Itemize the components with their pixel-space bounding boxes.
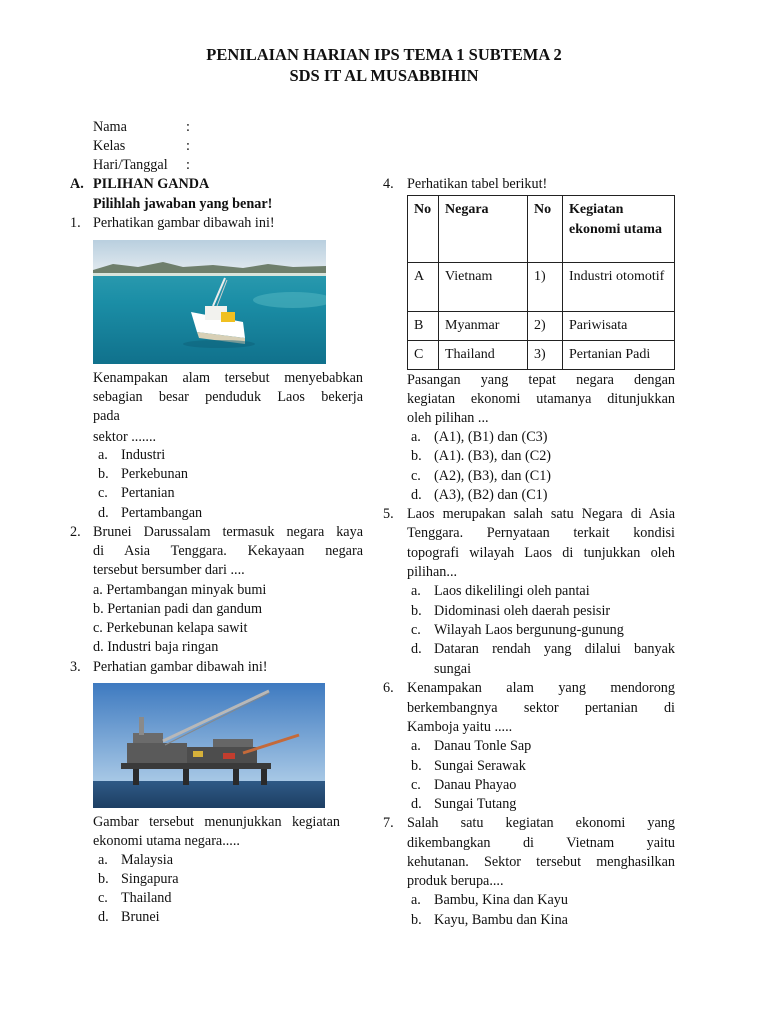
q2-line-3: tersebut bersumber dari .... — [93, 562, 245, 578]
q1-option-a-letter: a. — [98, 447, 108, 463]
table-head-kegiatan: Kegiatan ekonomi utama — [563, 196, 675, 263]
q3-option-c: Thailand — [121, 890, 172, 906]
q6-option-c: Danau Phayao — [434, 777, 517, 793]
q1-option-c: Pertanian — [121, 485, 175, 501]
q7-number: 7. — [383, 815, 394, 831]
q7-line-4: produk berupa.... — [407, 873, 504, 889]
section-title: PILIHAN GANDA — [93, 176, 210, 192]
q3-option-d: Brunei — [121, 909, 160, 925]
q4-option-c: (A2), (B3), dan (C1) — [434, 468, 552, 484]
section-letter: A. — [70, 176, 84, 192]
q5-number: 5. — [383, 506, 394, 522]
q7-option-b-letter: b. — [411, 912, 422, 928]
q3-after-line-2: ekonomi utama negara..... — [93, 833, 240, 849]
kelas-label: Kelas — [93, 138, 126, 154]
q5-option-a: Laos dikelilingi oleh pantai — [434, 583, 590, 599]
table-cell: Pertanian Padi — [563, 341, 675, 370]
q3-number: 3. — [70, 659, 81, 675]
table-cell: 2) — [528, 312, 563, 341]
table-header-row — [408, 196, 675, 263]
q1-option-d-letter: d. — [98, 505, 109, 521]
table-cell: B — [408, 312, 439, 341]
nama-label: Nama — [93, 119, 127, 135]
identity-block — [93, 118, 190, 175]
table-head-negara: Negara — [439, 196, 528, 263]
q5-option-c-letter: c. — [411, 622, 421, 638]
q1-option-a: Industri — [121, 447, 166, 463]
q1-photo-ship — [93, 240, 326, 364]
section-instruction: Pilihlah jawaban yang benar! — [93, 196, 273, 212]
table-cell: 3) — [528, 341, 563, 370]
q1-after-line-2: sebagian besar penduduk Laos bekerja — [93, 389, 363, 405]
title-line-2: SDS IT AL MUSABBIHIN — [289, 66, 479, 85]
table-cell: A — [408, 263, 439, 312]
q4-number: 4. — [383, 176, 394, 192]
q7-option-b: Kayu, Bambu dan Kina — [434, 912, 568, 928]
q1-after-line-1: Kenampakan alam tersebut menyebabkan — [93, 370, 363, 386]
page-title — [0, 44, 768, 86]
q3-option-b: Singapura — [121, 871, 179, 887]
q6-option-d: Sungai Tutang — [434, 796, 517, 812]
q3-option-d-letter: d. — [98, 909, 109, 925]
q5-option-b-letter: b. — [411, 603, 422, 619]
q5-line-3: topografi wilayah Laos di tunjukkan oleh — [407, 545, 675, 561]
table-cell: Pariwisata — [563, 312, 675, 341]
q7-option-a: Bambu, Kina dan Kayu — [434, 892, 568, 908]
table-cell: Thailand — [439, 341, 528, 370]
q1-after-line-3: pada — [93, 408, 120, 424]
q2-number: 2. — [70, 524, 81, 540]
q6-number: 6. — [383, 680, 394, 696]
q4-text: Perhatikan tabel berikut! — [407, 176, 548, 192]
q4-option-a: (A1), (B1) dan (C3) — [434, 429, 548, 445]
table-row — [408, 263, 675, 312]
q3-option-b-letter: b. — [98, 871, 109, 887]
q1-text: Perhatikan gambar dibawah ini! — [93, 215, 275, 231]
table-cell: Vietnam — [439, 263, 528, 312]
title-line-1: PENILAIAN HARIAN IPS TEMA 1 SUBTEMA 2 — [206, 45, 562, 64]
hari-colon: : — [186, 157, 190, 173]
q4-after-line-3: oleh pilihan ... — [407, 410, 489, 426]
q2-line-2: di Asia Tenggara. Kekayaan negara — [93, 543, 363, 559]
q2-line-1: Brunei Darussalam termasuk negara kaya — [93, 524, 363, 540]
q5-option-b: Didominasi oleh daerah pesisir — [434, 603, 611, 619]
q7-option-a-letter: a. — [411, 892, 421, 908]
hari-label: Hari/Tanggal — [93, 157, 168, 173]
q3-option-a-letter: a. — [98, 852, 108, 868]
table-cell: 1) — [528, 263, 563, 312]
q6-option-a-letter: a. — [411, 738, 421, 754]
q1-option-c-letter: c. — [98, 485, 108, 501]
q5-option-d-letter: d. — [411, 641, 422, 657]
kelas-colon: : — [186, 138, 190, 154]
q2-option-c: c. Perkebunan kelapa sawit — [93, 620, 248, 636]
table-row — [408, 312, 675, 341]
table-cell: C — [408, 341, 439, 370]
q1-number: 1. — [70, 215, 81, 231]
q4-option-b: (A1). (B3), dan (C2) — [434, 448, 552, 464]
q3-option-a: Malaysia — [121, 852, 174, 868]
ship-in-sea-image — [93, 240, 326, 364]
q6-option-c-letter: c. — [411, 777, 421, 793]
q5-option-c: Wilayah Laos bergunung-gunung — [434, 622, 624, 638]
q3-option-c-letter: c. — [98, 890, 108, 906]
q3-after-line-1: Gambar tersebut menunjukkan kegiatan — [93, 814, 340, 830]
q6-option-b: Sungai Serawak — [434, 758, 526, 774]
table-cell: Myanmar — [439, 312, 528, 341]
table-head-no-2: No — [528, 196, 563, 263]
q5-line-4: pilihan... — [407, 564, 458, 580]
q5-option-d: Dataran rendah yang dilalui banyak — [434, 641, 675, 657]
table-cell: Industri otomotif — [563, 263, 675, 312]
q7-line-1: Salah satu kegiatan ekonomi yang — [407, 815, 675, 831]
q5-option-a-letter: a. — [411, 583, 421, 599]
q6-line-2: berkembangnya sektor pertanian di — [407, 700, 675, 716]
q5-line-1: Laos merupakan salah satu Negara di Asia — [407, 506, 675, 522]
table-head-no: No — [408, 196, 439, 263]
q4-option-d-letter: d. — [411, 487, 422, 503]
q6-option-d-letter: d. — [411, 796, 422, 812]
q6-option-b-letter: b. — [411, 758, 422, 774]
q4-option-d: (A3), (B2) dan (C1) — [434, 487, 548, 503]
q4-option-a-letter: a. — [411, 429, 421, 445]
q4-option-b-letter: b. — [411, 448, 422, 464]
q5-line-2: Tenggara. Pernyataan terkait kondisi — [407, 525, 675, 541]
q6-line-1: Kenampakan alam yang mendorong — [407, 680, 675, 696]
q4-after-line-1: Pasangan yang tepat negara dengan — [407, 372, 675, 388]
q1-after-line-4: sektor ....... — [93, 429, 157, 445]
oil-rig-image — [93, 683, 325, 808]
q4-option-c-letter: c. — [411, 468, 421, 484]
q6-option-a: Danau Tonle Sap — [434, 738, 532, 754]
q2-option-d: d. Industri baja ringan — [93, 639, 219, 655]
q4-table — [407, 195, 675, 370]
q2-option-a: a. Pertambangan minyak bumi — [93, 582, 267, 598]
q5-option-d-cont: sungai — [434, 661, 472, 677]
q1-option-d: Pertambangan — [121, 505, 203, 521]
q1-option-b: Perkebunan — [121, 466, 188, 482]
nama-colon: : — [186, 119, 190, 135]
q4-after-line-2: kegiatan ekonomi utamanya ditunjukkan — [407, 391, 675, 407]
q1-option-b-letter: b. — [98, 466, 109, 482]
q7-line-3: kehutanan. Sektor tersebut menghasilkan — [407, 854, 675, 870]
q3-text: Perhatian gambar dibawah ini! — [93, 659, 268, 675]
q3-photo-oil-rig — [93, 683, 325, 808]
table-row — [408, 341, 675, 370]
q2-option-b: b. Pertanian padi dan gandum — [93, 601, 263, 617]
q6-line-3: Kamboja yaitu ..... — [407, 719, 513, 735]
q7-line-2: dikembangkan di Vietnam yaitu — [407, 835, 675, 851]
